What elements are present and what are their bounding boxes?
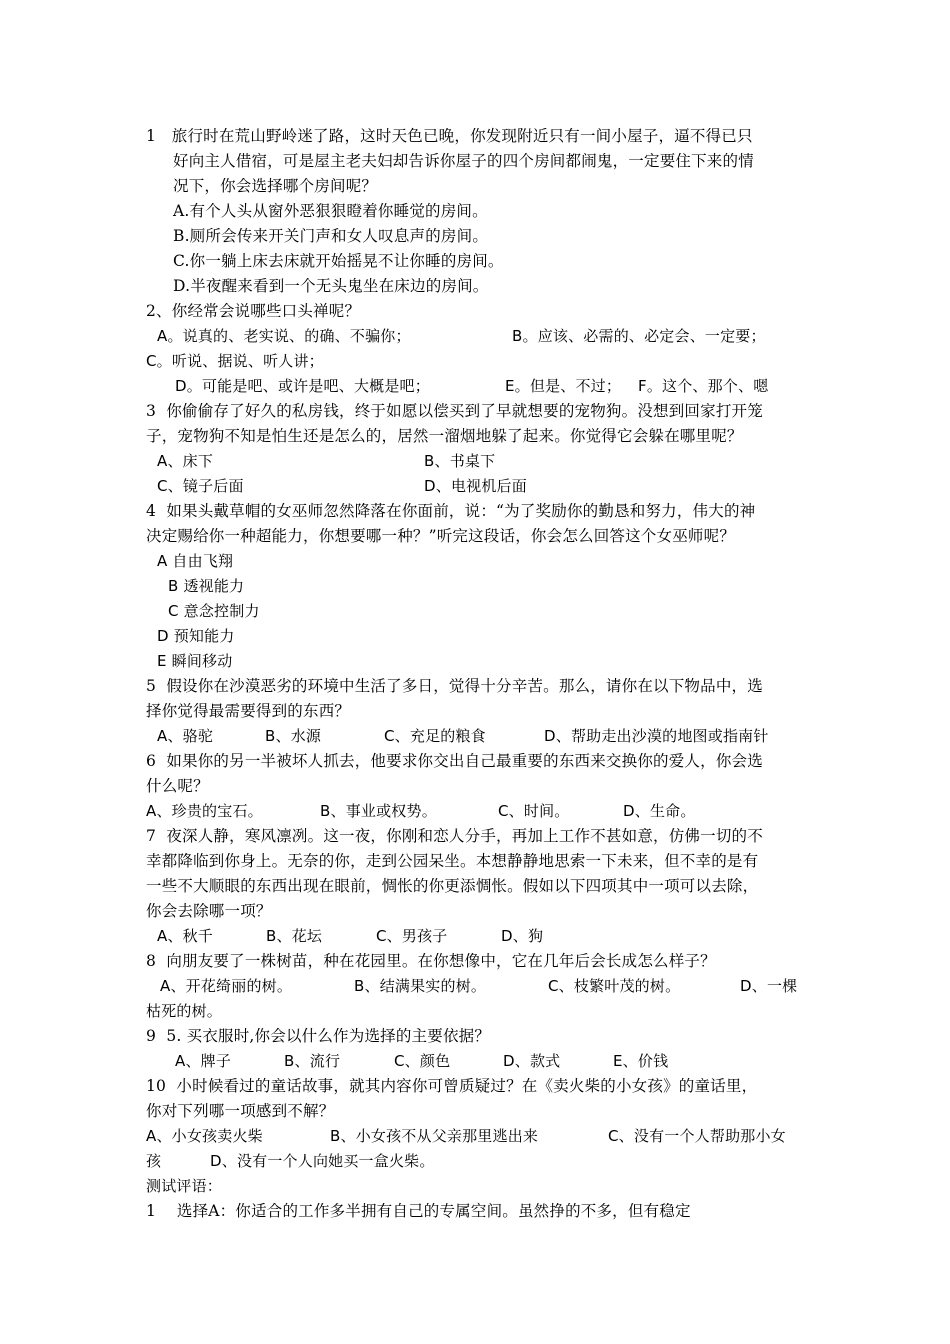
q8-option: 枯死的树。 [146, 1002, 223, 1020]
q8-stem-line: 8 向朋友要了一株树苗，种在花园里。在你想像中，它在几年后会长成怎么样子？ [146, 952, 716, 970]
q2-option: C。听说、据说、听人讲； [146, 352, 324, 370]
q10-stem-line: 你对下列哪一项感到不解？ [146, 1102, 335, 1120]
q2-option: B。应该、必需的、必定会、一定要； [512, 327, 766, 345]
q7-option: C、男孩子 [376, 927, 448, 945]
q3-option: A、床下 [157, 452, 214, 470]
q10-option: D、没有一个人向她买一盒火柴。 [210, 1152, 435, 1170]
q5-option: B、水源 [265, 727, 322, 745]
q9-option: B、流行 [284, 1052, 341, 1070]
q9-stem-line: 9 5. 买衣服时,你会以什么作为选择的主要依据？ [146, 1027, 491, 1045]
q9-option: A、牌子 [175, 1052, 232, 1070]
q7-option: D、狗 [501, 927, 544, 945]
q6-option: A、珍贵的宝石。 [146, 802, 263, 820]
q2-stem-line: 2、你经常会说哪些口头禅呢？ [146, 302, 361, 320]
q1-stem-line: 况下，你会选择哪个房间呢？ [173, 177, 378, 195]
q4-stem-line: 4 如果头戴草帽的女巫师忽然降落在你面前，说：“为了奖励你的勤恳和努力，伟大的神 [146, 502, 756, 520]
q7-option: B、花坛 [266, 927, 323, 945]
evaluation-line: 1 选择A：你适合的工作多半拥有自己的专属空间。虽然挣的不多，但有稳定 [146, 1202, 691, 1220]
q10-option: C、没有一个人帮助那小女 [608, 1127, 786, 1145]
q7-option: A、秋千 [157, 927, 214, 945]
q5-stem-line: 5 假设你在沙漠恶劣的环境中生活了多日，觉得十分辛苦。那么，请你在以下物品中，选 [146, 677, 763, 695]
q4-option: E 瞬间移动 [157, 652, 233, 670]
q2-option: A。说真的、老实说、的确、不骗你； [157, 327, 411, 345]
q7-stem-line: 幸都降临到你身上。无奈的你，走到公园呆坐。本想静静地思索一下未来，但不幸的是有 [146, 852, 759, 870]
q2-option: F。这个、那个、嗯 [638, 377, 769, 395]
q10-stem-line: 10 小时候看过的童话故事，就其内容你可曾质疑过？在《卖火柴的小女孩》的童话里， [146, 1077, 758, 1095]
q6-option: B、事业或权势。 [320, 802, 437, 820]
q5-option: D、帮助走出沙漠的地图或指南针 [544, 727, 769, 745]
q3-stem-line: 3 你偷偷存了好久的私房钱，终于如愿以偿买到了早就想要的宠物狗。没想到回家打开笼 [146, 402, 763, 420]
q2-option: E。但是、不过； [505, 377, 622, 395]
q8-option: C、枝繁叶茂的树。 [548, 977, 681, 995]
q4-stem-line: 决定赐给你一种超能力，你想要哪一种？”听完这段话，你会怎么回答这个女巫师呢？ [146, 527, 736, 545]
q10-option: 孩 [146, 1152, 162, 1170]
q3-stem-line: 子，宠物狗不知是怕生还是怎么的，居然一溜烟地躲了起来。你觉得它会躲在哪里呢？ [146, 427, 743, 445]
q8-option: D、一棵 [740, 977, 798, 995]
q5-option: C、充足的粮食 [384, 727, 486, 745]
q4-option: A 自由飞翔 [157, 552, 234, 570]
q9-option: D、款式 [503, 1052, 561, 1070]
q1-stem-line: 好向主人借宿，可是屋主老夫妇却告诉你屋子的四个房间都闹鬼，一定要住下来的情 [173, 152, 754, 170]
q2-option: D。可能是吧、或许是吧、大概是吧； [175, 377, 430, 395]
q6-option: D、生命。 [623, 802, 696, 820]
q8-option: A、开花绮丽的树。 [160, 977, 293, 995]
q4-option: B 透视能力 [168, 577, 245, 595]
q10-option: B、小女孩不从父亲那里逃出来 [330, 1127, 539, 1145]
q1-option: A.有个人头从窗外恶狠狠瞪着你睡觉的房间。 [173, 202, 488, 220]
q1-stem-line: 1 旅行时在荒山野岭迷了路，这时天色已晚，你发现附近只有一间小屋子，逼不得已只 [146, 127, 753, 145]
q7-stem-line: 一些不大顺眼的东西出现在眼前，惆怅的你更添惆怅。假如以下四项其中一项可以去除， [146, 877, 759, 895]
q6-stem-line: 6 如果你的另一半被坏人抓去，他要求你交出自己最重要的东西来交换你的爱人，你会选 [146, 752, 763, 770]
q8-option: B、结满果实的树。 [354, 977, 487, 995]
q1-option: D.半夜醒来看到一个无头鬼坐在床边的房间。 [173, 277, 489, 295]
q3-option: B、书桌下 [424, 452, 496, 470]
q4-option: D 预知能力 [157, 627, 235, 645]
q5-option: A、骆驼 [157, 727, 214, 745]
q6-stem-line: 什么呢？ [146, 777, 209, 795]
q4-option: C 意念控制力 [168, 602, 260, 620]
q1-option: B.厕所会传来开关门声和女人叹息声的房间。 [173, 227, 489, 245]
evaluation-heading: 测试评语： [146, 1177, 223, 1195]
q3-option: C、镜子后面 [157, 477, 244, 495]
q7-stem-line: 你会去除哪一项？ [146, 902, 272, 920]
q3-option: D、电视机后面 [424, 477, 527, 495]
q5-stem-line: 择你觉得最需要得到的东西？ [146, 702, 351, 720]
q7-stem-line: 7 夜深人静，寒风凛冽。这一夜，你刚和恋人分手，再加上工作不甚如意，仿佛一切的不 [146, 827, 763, 845]
q9-option: C、颜色 [394, 1052, 451, 1070]
q6-option: C、时间。 [498, 802, 570, 820]
q9-option: E、价钱 [613, 1052, 669, 1070]
q1-option: C.你一躺上床去床就开始摇晃不让你睡的房间。 [173, 252, 504, 270]
q10-option: A、小女孩卖火柴 [146, 1127, 263, 1145]
